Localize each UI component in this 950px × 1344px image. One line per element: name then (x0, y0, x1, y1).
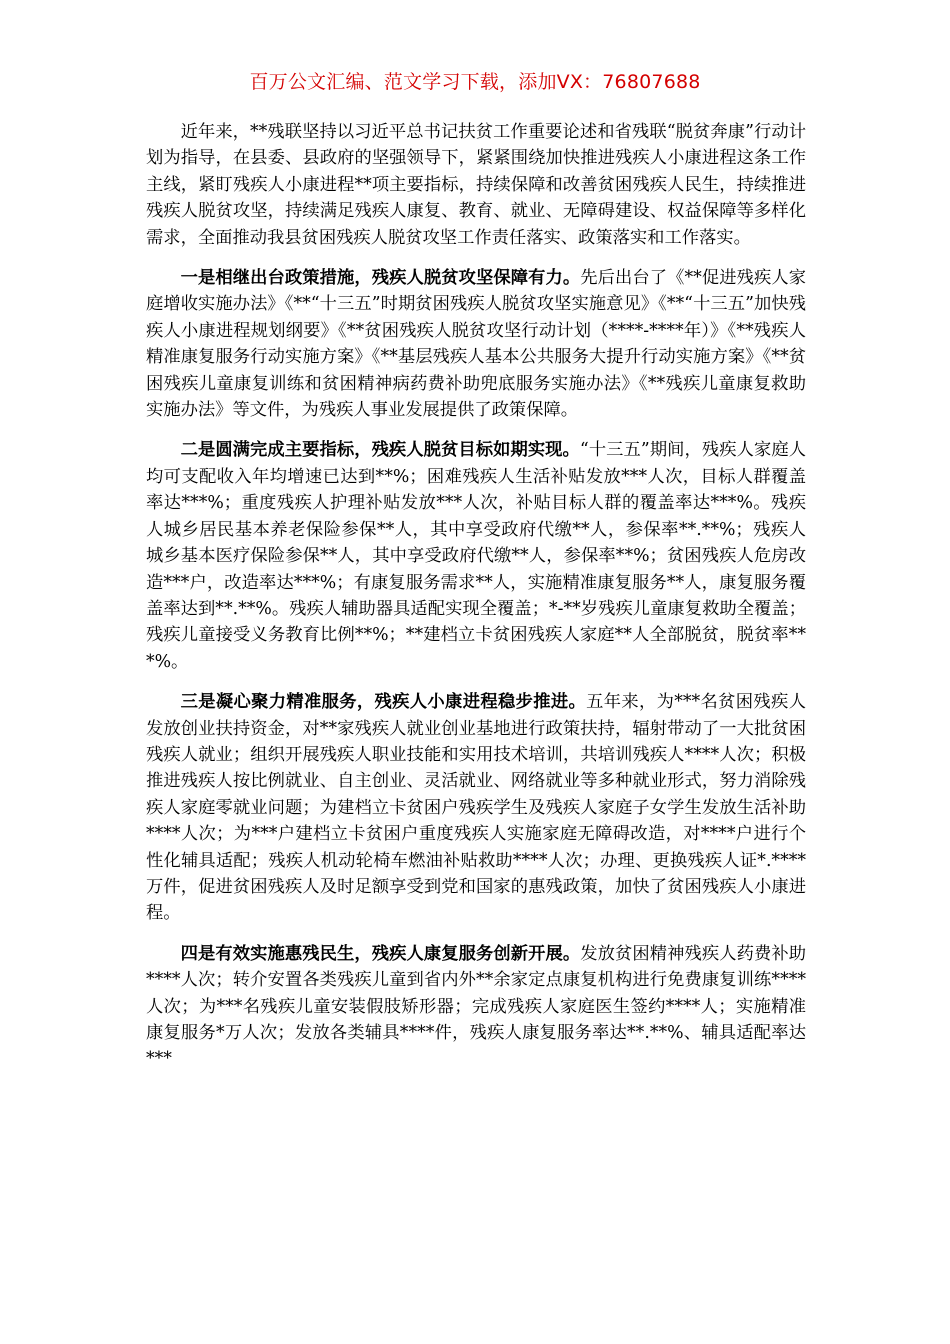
paragraph-lead: 四是有效实施惠残民生，残疾人康复服务创新开展。 (180, 943, 581, 964)
document-body (146, 119, 806, 1087)
paragraph-lead: 二是圆满完成主要指标，残疾人脱贫目标如期实现。 (180, 440, 580, 461)
paragraph-services (146, 689, 806, 927)
header-banner: 百万公文汇编、范文学习下载，添加VX：76807688 (249, 71, 701, 93)
paragraph-lead: 三是凝心聚力精准服务，残疾人小康进程稳步推进。 (180, 692, 587, 713)
paragraph-indicators (146, 437, 806, 675)
paragraph-text: “十三五”期间，残疾人家庭人均可支配收入年均增速已达到**%；困难残疾人生活补贴发放***人次，目标人群覆盖率达***%；重度残疾人护理补贴发放***人次，补贴目标人群的覆盖率达***%。残疾人城乡居民基本养老保险参保**人，其中享受政府代缴**人，参保率**.**%；残疾人城乡基本医疗保险参保**人，其中享受政府代缴**人，参保率**%；贫困残疾人危房改造***户，改造率达***%；有康复服务需求**人，实施精准康复服务**人，康复服务覆盖率达到**.**%。残疾人辅助器具适配实现全覆盖；*-**岁残疾儿童康复救助全覆盖；残疾儿童接受义务教育比例**%；**建档立卡贫困残疾人家庭**人全部脱贫，脱贫率***%。 (146, 440, 806, 672)
paragraph-text: 发放贫困精神残疾人药费补助****人次；转介安置各类残疾儿童到省内外**余家定点康复机构进行免费康复训练****人次；为***名残疾儿童安装假肢矫形器；完成残疾人家庭医生签约****人；实施精准康复服务*万人次；发放各类辅具****件，残疾人康复服务率达**.**%、辅具适配率达*** (146, 943, 806, 1070)
paragraph-text: 先后出台了《**促进残疾人家庭增收实施办法》《**“十三五”时期贫困残疾人脱贫攻坚实施意见》《**“十三五”加快残疾人小康进程规划纲要》《**贫困残疾人脱贫攻坚行动计划（****-****年）》《**残疾人精准康复服务行动实施方案》《**基层残疾人基本公共服务大提升行动实施方案》《**贫困残疾儿童康复训练和贫困精神病药费补助兜底服务实施办法》《**残疾儿童康复救助实施办法》等文件，为残疾人事业发展提供了政策保障。 (146, 268, 806, 421)
paragraph-text: 五年来，为***名贫困残疾人发放创业扶持资金，对**家残疾人就业创业基地进行政策扶持，辐射带动了一大批贫困残疾人就业；组织开展残疾人职业技能和实用技术培训，共培训残疾人****人次；积极推进残疾人按比例就业、自主创业、灵活就业、网络就业等多种就业形式，努力消除残疾人家庭零就业问题；为建档立卡贫困户残疾学生及残疾人家庭子女学生发放生活补助****人次；为***户建档立卡贫困户重度残疾人实施家庭无障碍改造，对****户进行个性化辅具适配；残疾人机动轮椅车燃油补贴救助****人次；办理、更换残疾人证*.****万件，促进贫困残疾人及时足额享受到党和国家的惠残政策，加快了贫困残疾人小康进程。 (146, 692, 806, 924)
paragraph-policy (146, 265, 806, 423)
paragraph-text: 近年来，**残联坚持以习近平总书记扶贫工作重要论述和省残联“脱贫奔康”行动计划为指导，在县委、县政府的坚强领导下，紧紧围绕加快推进残疾人小康进程这条工作主线，紧盯残疾人小康进程**项主要指标，持续保障和改善贫困残疾人民生，持续推进残疾人脱贫攻坚，持续满足残疾人康复、教育、就业、无障碍建设、权益保障等多样化需求，全面推动我县贫困残疾人脱贫攻坚工作责任落实、政策落实和工作落实。 (146, 122, 806, 248)
paragraph-rehabilitation (146, 941, 806, 1073)
paragraph-lead: 一是相继出台政策措施，残疾人脱贫攻坚保障有力。 (180, 268, 581, 289)
paragraph-intro (146, 119, 806, 251)
